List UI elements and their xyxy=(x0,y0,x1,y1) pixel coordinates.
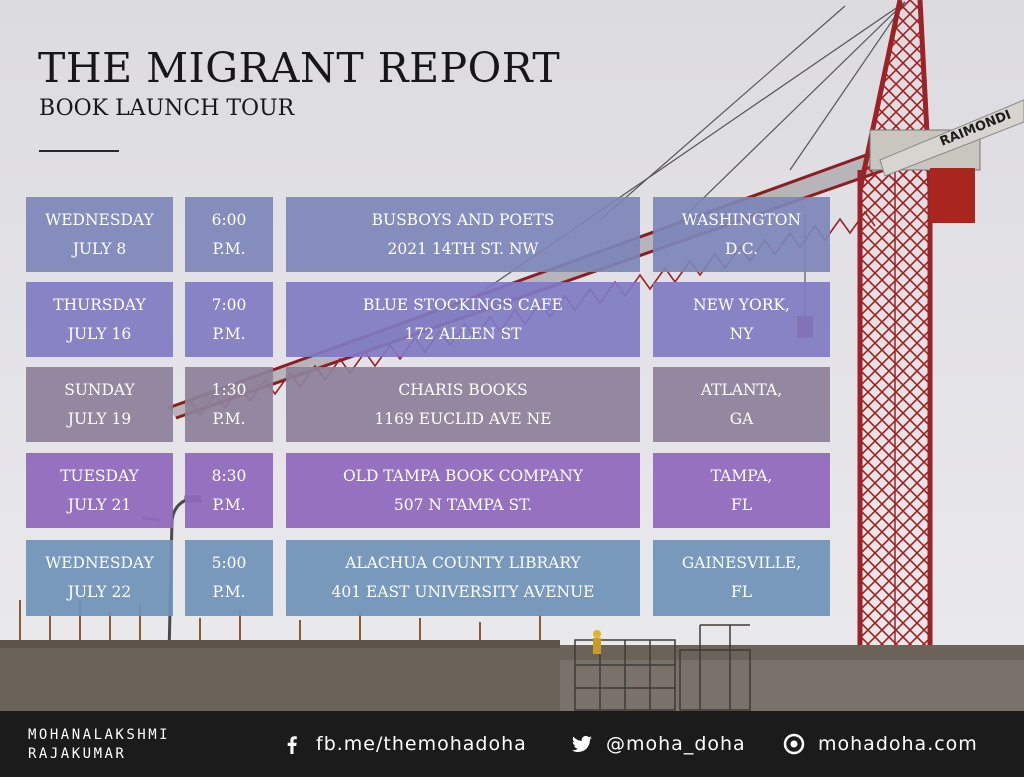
event-date: JULY 8 xyxy=(72,239,127,258)
footer-bar xyxy=(0,711,1024,777)
facebook-icon xyxy=(280,732,304,756)
venue-cell xyxy=(286,367,640,442)
city-state: D.C. xyxy=(724,239,759,258)
city-state: GA xyxy=(729,409,754,428)
venue-cell xyxy=(286,453,640,528)
event-day: SUNDAY xyxy=(64,380,135,399)
event-date: JULY 16 xyxy=(67,324,132,343)
city-cell xyxy=(653,453,830,528)
event-time: 8:30 xyxy=(211,466,247,485)
twitter-handle: @moha_doha xyxy=(606,733,746,755)
time-cell xyxy=(185,367,273,442)
date-cell xyxy=(26,453,173,528)
date-cell xyxy=(26,540,173,616)
event-time: 6:00 xyxy=(211,210,247,229)
venue-address: 401 EAST UNIVERSITY AVENUE xyxy=(331,583,595,601)
event-time-suffix: P.M. xyxy=(212,583,246,601)
venue-cell xyxy=(286,540,640,616)
venue-name: BUSBOYS AND POETS xyxy=(371,210,555,229)
date-cell xyxy=(26,282,173,357)
venue-cell xyxy=(286,282,640,357)
city-name: GAINESVILLE, xyxy=(681,554,802,572)
author-name xyxy=(28,726,170,764)
event-time-suffix: P.M. xyxy=(212,239,246,258)
event-time-suffix: P.M. xyxy=(212,409,246,428)
event-day: THURSDAY xyxy=(53,295,146,314)
author-last-name: RAJAKUMAR xyxy=(28,746,127,762)
facebook-handle: fb.me/themohadoha xyxy=(316,733,527,755)
event-time-suffix: P.M. xyxy=(212,495,246,514)
facebook-link[interactable] xyxy=(280,729,527,759)
venue-name: ALACHUA COUNTY LIBRARY xyxy=(345,554,581,572)
city-state: FL xyxy=(730,583,753,601)
city-name: WASHINGTON xyxy=(681,210,802,229)
city-cell xyxy=(653,282,830,357)
poster-subtitle: BOOK LAUNCH TOUR xyxy=(39,96,295,121)
city-state: NY xyxy=(729,324,754,343)
event-day: WEDNESDAY xyxy=(45,554,154,572)
city-state: FL xyxy=(730,495,753,514)
twitter-icon xyxy=(570,732,594,756)
crane-brand-text: RAIMONDI xyxy=(937,107,1014,150)
date-cell xyxy=(26,367,173,442)
event-day: WEDNESDAY xyxy=(45,210,154,229)
event-date: JULY 19 xyxy=(67,409,132,428)
venue-address: 2021 14TH ST. NW xyxy=(387,239,539,258)
city-name: ATLANTA, xyxy=(700,380,783,399)
poster-title: THE MIGRANT REPORT xyxy=(38,44,561,92)
event-date: JULY 21 xyxy=(67,495,132,514)
venue-address: 1169 EUCLID AVE NE xyxy=(374,409,552,428)
author-first-name: MOHANALAKSHMI xyxy=(28,727,171,743)
date-cell xyxy=(26,197,173,272)
event-time-suffix: P.M. xyxy=(212,324,246,343)
venue-address: 507 N TAMPA ST. xyxy=(393,495,533,514)
crane-mast xyxy=(860,170,930,710)
time-cell xyxy=(185,197,273,272)
web-icon xyxy=(782,732,806,756)
venue-name: OLD TAMPA BOOK COMPANY xyxy=(342,466,584,485)
event-time: 5:00 xyxy=(211,554,247,572)
venue-name: CHARIS BOOKS xyxy=(398,380,528,399)
event-day: TUESDAY xyxy=(60,466,139,485)
time-cell xyxy=(185,453,273,528)
city-name: NEW YORK, xyxy=(693,295,790,314)
website-url: mohadoha.com xyxy=(818,733,978,755)
event-time: 1:30 xyxy=(211,380,247,399)
city-cell xyxy=(653,197,830,272)
twitter-link[interactable] xyxy=(570,729,746,759)
event-date: JULY 22 xyxy=(67,583,132,601)
city-name: TAMPA, xyxy=(710,466,773,485)
city-cell xyxy=(653,540,830,616)
time-cell xyxy=(185,282,273,357)
venue-name: BLUE STOCKINGS CAFE xyxy=(363,295,563,314)
venue-address: 172 ALLEN ST xyxy=(404,324,522,343)
website-link[interactable] xyxy=(782,729,978,759)
title-divider xyxy=(39,150,119,152)
time-cell xyxy=(185,540,273,616)
event-time: 7:00 xyxy=(211,295,247,314)
city-cell xyxy=(653,367,830,442)
venue-cell xyxy=(286,197,640,272)
